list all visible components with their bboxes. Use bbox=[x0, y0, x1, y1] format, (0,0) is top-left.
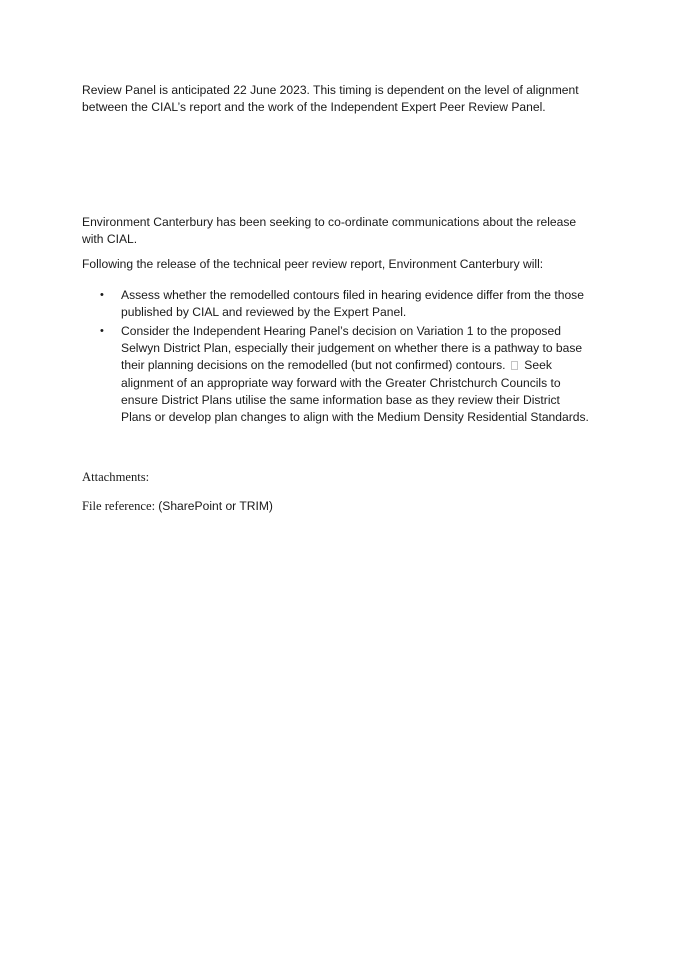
paragraph-review-panel-timing: Review Panel is anticipated 22 June 2023. This timing is dependent on the level of alignment between the CIAL’s report and the work of the Independent Expert Peer Review Panel. bbox=[82, 83, 579, 115]
bullet-icon: • bbox=[100, 324, 104, 337]
list-item bbox=[82, 287, 592, 321]
attachments-label: Attachments: bbox=[82, 470, 150, 484]
bullet-text-seek-alignment: Seek alignment of an appropriate way forward with the Greater Christchurch Councils to ensure District Plans utilise the same information base as they review their District Plans or develop plan changes to align with the Medium Density Residential Standards. bbox=[121, 358, 589, 424]
bullet-text-consider: Consider the Independent Hearing Panel’s decision on Variation 1 to the proposed Selwyn District Plan, especially their judgement on whether there is a pathway to base their planning decisions on the remodelled (but not confirmed) contours. bbox=[121, 323, 583, 373]
paragraph-communications: Environment Canterbury has been seeking to co-ordinate communications about the release with CIAL. bbox=[82, 215, 577, 247]
file-reference-label: File reference: bbox=[82, 499, 156, 513]
missing-glyph-icon bbox=[511, 361, 518, 370]
action-bullet-list bbox=[82, 287, 592, 428]
bullet-icon: • bbox=[100, 289, 104, 301]
list-item bbox=[82, 323, 592, 426]
paragraph-following-release: Following the release of the technical peer review report, Environment Canterbury will: bbox=[82, 257, 544, 271]
file-reference-line bbox=[82, 498, 273, 514]
bullet-text-assess: Assess whether the remodelled contours filed in hearing evidence differ from the those published by CIAL and reviewed by the Expert Panel. bbox=[121, 288, 584, 320]
file-reference-value: (SharePoint or TRIM) bbox=[158, 499, 273, 513]
